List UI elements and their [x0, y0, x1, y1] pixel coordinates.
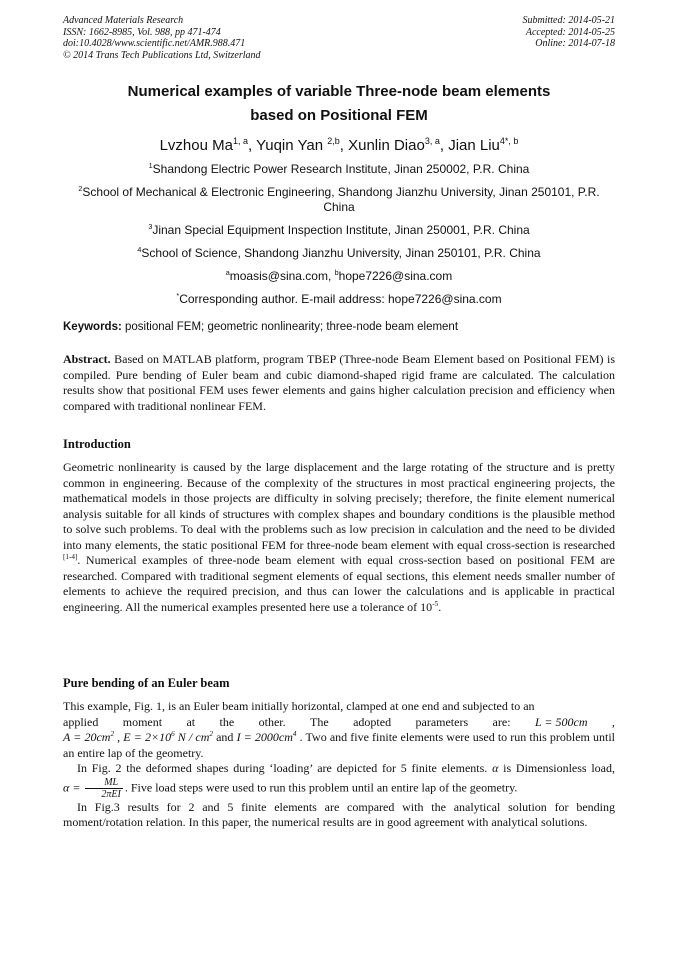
inertia-value: I = 2000cm — [236, 730, 293, 744]
euler-beam-body — [63, 699, 615, 831]
email-sup: b — [334, 268, 339, 277]
corresponding-text: Corresponding author. E-mail address: hope7226@sina.com — [179, 292, 502, 306]
accepted-date: Accepted: 2014-05-25 — [525, 26, 615, 38]
doi-line: doi:10.4028/www.scientific.net/AMR.988.471 — [63, 38, 246, 49]
word: the — [219, 714, 235, 729]
affiliations — [63, 162, 615, 315]
journal-name: Advanced Materials Research — [63, 15, 184, 26]
paper-title — [63, 80, 615, 128]
alpha-symbol: α — [492, 761, 499, 775]
affiliation-1 — [63, 162, 615, 177]
affiliation-sup: 3 — [148, 222, 153, 231]
param-modulus — [123, 730, 213, 744]
affiliation-text: School of Mechanical & Electronic Engineering, Shandong Jianzhu University, Jinan 250101, P.R. China — [82, 185, 600, 214]
comma: , — [611, 714, 615, 729]
affiliation-4 — [63, 246, 615, 261]
section-heading-introduction: Introduction — [63, 437, 131, 451]
modulus-value: E = 2×10 — [123, 730, 172, 744]
modulus-unit: N / cm — [174, 730, 210, 744]
author-name: Jian Liu — [448, 137, 500, 154]
euler-p2-start: In Fig. 2 the deformed shapes during ‘loading’ are depicted for 5 finite elements. — [77, 761, 493, 775]
word: other. — [258, 714, 286, 729]
author-sup: 2,b — [327, 136, 340, 146]
alpha-equation: α = — [63, 779, 84, 794]
author-sup: 3, a — [424, 136, 440, 146]
modulus-exp: 6 — [171, 730, 175, 738]
citation-ref: [1-4] — [63, 553, 78, 561]
author-sup: 1, a — [232, 136, 248, 146]
euler-para-3: In Fig.3 results for 2 and 5 finite elements are compared with the analytical solution for bending moment/rotation relation. In this paper, the numerical results are in good agreement with analytical solutions. — [63, 799, 615, 829]
affiliation-text: Shandong Electric Power Research Institute, Jinan 250002, P.R. China — [152, 162, 530, 176]
affiliation-2 — [63, 185, 615, 215]
abstract-label: Abstract. — [63, 352, 111, 366]
email-b: hope7226@sina.com — [338, 269, 453, 283]
affiliation-sup: 1 — [148, 161, 153, 170]
keywords — [63, 321, 615, 333]
tolerance-exponent: -5 — [432, 599, 439, 608]
introduction-body — [63, 460, 615, 615]
fraction-denominator: 2πEI — [101, 788, 121, 800]
euler-p2-mid: is Dimensionless load, — [498, 761, 616, 775]
dates-header — [523, 15, 616, 50]
email-a: moasis@sina.com, — [229, 269, 335, 283]
abstract — [63, 352, 615, 414]
param-length: L = 500cm — [534, 714, 588, 729]
email-sup: a — [225, 268, 230, 277]
copyright-line: © 2014 Trans Tech Publications Ltd, Switzerland — [63, 49, 261, 61]
issn-line: ISSN: 1662-8985, Vol. 988, pp 471-474 — [63, 26, 221, 38]
euler-p1-line2 — [63, 715, 615, 731]
online-date: Online: 2014-07-18 — [535, 38, 615, 49]
intro-text-1: Geometric nonlinearity is caused by the large displacement and the large rotating of the structure and is pretty common in engineering. Because of the complexity of the structures in most practical engineering projects, the mathematical models in those projects are difficulty in solving precisely; therefore, the finite element numerical analysis suitable for all kinds of structures with complex shapes and boundary conditions is the plausible method to solve such problems. To deal with the problems such as low precision in calculation and the need to be divided into many elements, the static positional FEM for three-node beam element with equal cross-section is researched — [63, 460, 615, 552]
word: at — [186, 714, 196, 729]
author-list: Lvzhou Ma$^{1, a}$, Yuqin Yan $^{2,b}$, Xunlin Diao$^{3, a}$, Jian Liu$^{4*, b}$ — [159, 136, 519, 154]
affiliation-text: Jinan Special Equipment Inspection Institute, Jinan 250001, P.R. China — [152, 223, 530, 237]
euler-para-1: This example, Fig. 1, is an Euler beam initially horizontal, clamped at one end and subjected to an applied moment at the other. The adopted parameters are: L = 500cm , $A = 20cm^2$ , $E = 2\times 10^6$ N / $cm^2$ and $I = 2000cm^4$ . Two and five finite elements were used to run this problem until an entire lap of the geometry. — [63, 699, 615, 760]
intro-text-2: . Numerical examples of three-node beam element with equal cross-section based on positional FEM are researched. Compared with traditional segment elements of equal sections, this element needs smaller number of elements to achieve the required precision, and thus can lower the calculations and is applicable in practical engineering. All the numerical examples presented here use a tolerance of 10 — [63, 553, 615, 614]
journal-header — [63, 15, 261, 61]
word: adopted — [353, 714, 392, 729]
keywords-label: Keywords: — [63, 321, 122, 333]
author-name: Lvzhou Ma — [159, 137, 233, 154]
corresponding-sup: * — [176, 291, 180, 300]
affiliation-sup: 4 — [137, 245, 142, 254]
author-name: Yuqin Yan — [256, 137, 324, 154]
submitted-date: Submitted: 2014-05-21 — [522, 15, 615, 26]
euler-p1-line1: This example, Fig. 1, is an Euler beam initially horizontal, clamped at one end and subjected to an — [63, 699, 535, 713]
alpha-symbol: α — [63, 779, 70, 794]
abstract-text: Based on MATLAB platform, program TBEP (Three-node Beam Element based on Positional FEM) is compiled. Pure bending of Euler beam and cubic diamond-shaped rigid frame are calculated. The calculation results show that positional FEM uses fewer elements and gains higher calculation precision and efficiency when compared with traditional nonlinear FEM. — [63, 352, 615, 413]
load-fraction — [85, 777, 122, 800]
affiliation-sup: 2 — [78, 184, 83, 193]
word: The — [310, 714, 329, 729]
keywords-text: positional FEM; geometric nonlinearity; three-node beam element — [121, 321, 459, 333]
euler-p2-end: . Five load steps were used to run this problem until an entire lap of the geometry. — [124, 779, 518, 794]
corresponding-author — [63, 292, 615, 307]
euler-p1-end: . Two and five finite elements were used to run this problem until an entire lap of the geometry. — [63, 730, 615, 760]
word: are: — [492, 714, 511, 729]
affiliation-text: School of Science, Shandong Jianzhu University, Jinan 250101, P.R. China — [141, 246, 541, 260]
word: moment — [122, 714, 163, 729]
title-line-1: Numerical examples of variable Three-node beam elements — [127, 83, 551, 100]
author-sup: 4*, b — [499, 136, 519, 146]
intro-end: . — [438, 599, 442, 614]
inertia-exp: 4 — [292, 730, 297, 738]
author-name: Xunlin Diao — [348, 137, 425, 154]
section-heading-euler-beam: Pure bending of an Euler beam — [63, 676, 230, 690]
word: applied — [63, 714, 99, 729]
modulus-unit-exp: 2 — [209, 730, 213, 738]
area-exp: 2 — [110, 730, 115, 738]
euler-para-2 — [63, 761, 615, 800]
param-area — [63, 730, 114, 744]
area-value: A = 20cm — [63, 730, 111, 744]
affiliation-3 — [63, 223, 615, 238]
word: parameters — [415, 714, 469, 729]
email-line — [63, 269, 615, 284]
and-word: and — [212, 730, 237, 744]
param-inertia — [237, 730, 297, 744]
fraction-numerator: ML — [85, 777, 122, 789]
title-line-2: based on Positional FEM — [250, 107, 428, 124]
